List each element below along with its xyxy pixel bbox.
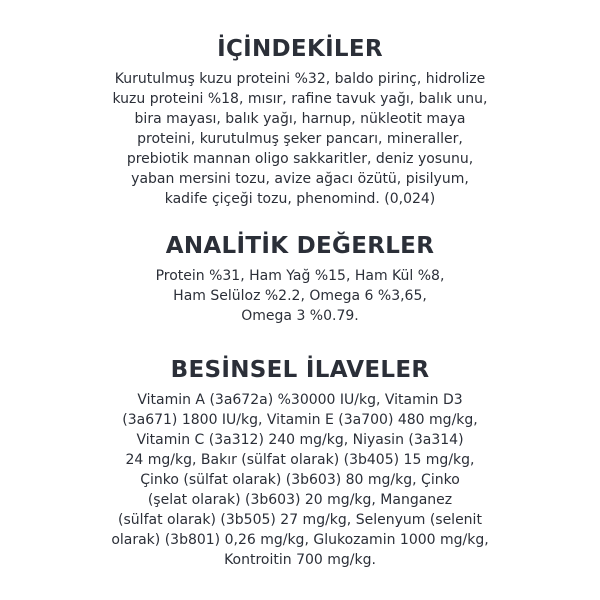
ingredients-section [60, 35, 540, 209]
nutritional-additives-section [60, 356, 540, 570]
ingredients-line: kadife çiçeği tozu, phenomind. (0,024) [164, 191, 436, 207]
ingredients-line: Kurutulmuş kuzu proteini %32, baldo pirinç, hidrolize [114, 71, 486, 87]
analytic-values-line: Ham Selüloz %2.2, Omega 6 %3,65, [173, 288, 427, 304]
additives-line: Vitamin C (3a312) 240 mg/kg, Niyasin (3a314) [136, 432, 464, 448]
additives-line: olarak) (3b801) 0,26 mg/kg, Glukozamin 1000 mg/kg, [111, 532, 489, 548]
additives-line: (3a671) 1800 IU/kg, Vitamin E (3a700) 480 mg/kg, [122, 412, 478, 428]
analytic-values-line: Protein %31, Ham Yağ %15, Ham Kül %8, [155, 268, 445, 284]
additives-line: 24 mg/kg, Bakır (sülfat olarak) (3b405) 15 mg/kg, [125, 452, 475, 468]
ingredients-heading: İÇİNDEKİLER [217, 36, 383, 62]
nutritional-additives-heading: BESİNSEL İLAVELER [170, 357, 430, 383]
nutritional-additives-text [60, 390, 540, 570]
additives-line: Vitamin A (3a672a) %30000 IU/kg, Vitamin D3 [137, 392, 463, 408]
analytic-values-text [60, 266, 540, 326]
ingredients-text [60, 69, 540, 209]
ingredients-line: proteini, kurutulmuş şeker pancarı, mineraller, [137, 131, 463, 147]
additives-line: Kontroitin 700 mg/kg. [224, 552, 376, 568]
analytic-values-section [60, 232, 540, 326]
analytic-values-line: Omega 3 %0.79. [241, 308, 359, 324]
additives-line: Çinko (sülfat olarak) (3b603) 80 mg/kg, Çinko [140, 472, 460, 488]
ingredients-line: bira mayası, balık yağı, harnup, nükleotit maya [134, 111, 466, 127]
ingredients-line: kuzu proteini %18, mısır, rafine tavuk yağı, balık unu, [112, 91, 488, 107]
ingredients-line: yaban mersini tozu, avize ağacı özütü, pisilyum, [131, 171, 469, 187]
analytic-values-heading: ANALİTİK DEĞERLER [165, 233, 435, 259]
ingredients-line: prebiotik mannan oligo sakkaritler, deniz yosunu, [126, 151, 474, 167]
additives-line: (sülfat olarak) (3b505) 27 mg/kg, Selenyum (selenit [118, 512, 482, 528]
additives-line: (şelat olarak) (3b603) 20 mg/kg, Manganez [147, 492, 453, 508]
